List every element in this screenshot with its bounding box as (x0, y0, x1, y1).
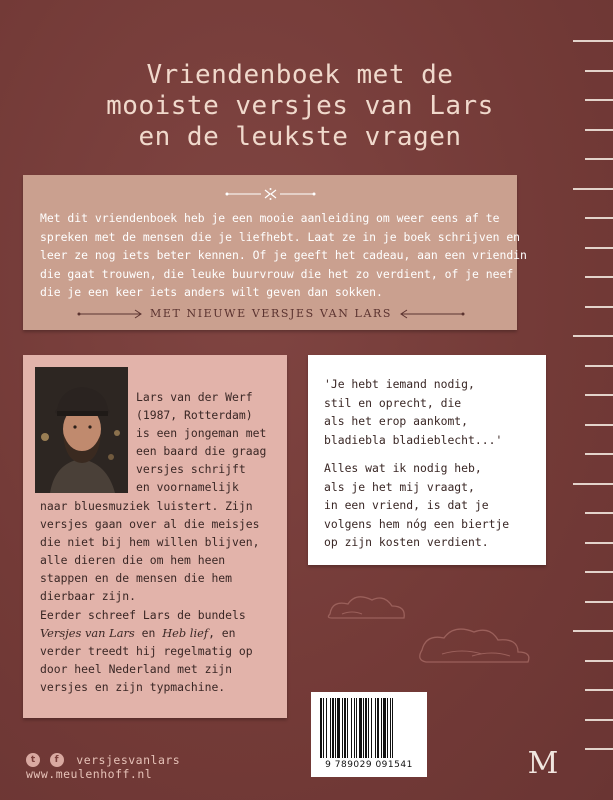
ruler-tick (585, 99, 613, 101)
ruler-tick (585, 542, 613, 544)
ruler-tick (585, 158, 613, 160)
barcode-bar (330, 698, 331, 758)
barcode-bar (383, 698, 386, 758)
facebook-icon[interactable]: f (50, 753, 64, 767)
ruler-tick (585, 217, 613, 219)
ruler-tick (573, 483, 613, 485)
ruler-tick (585, 70, 613, 72)
ruler-tick (585, 424, 613, 426)
bio-line: Eerder schreef Lars de bundels (40, 608, 246, 622)
ruler-tick (585, 247, 613, 249)
barcode-icon (318, 698, 420, 758)
barcode-bar (323, 698, 324, 758)
ruler-tick (585, 748, 613, 750)
barcode-bar (359, 698, 362, 758)
social-handle[interactable]: versjesvanlars (76, 752, 181, 767)
bio-connector: en (134, 626, 163, 640)
website-link[interactable]: www.meulenhoff.nl (26, 767, 153, 781)
ruler-tick (585, 660, 613, 662)
barcode-bar (354, 698, 355, 758)
quote-card (308, 355, 546, 565)
barcode-bar (375, 698, 376, 758)
headline-line: Vriendenboek met de (146, 60, 454, 90)
twitter-icon[interactable]: t (26, 753, 40, 767)
ruler-tick (585, 129, 613, 131)
bio-line: door heel Nederland met zijn (40, 662, 233, 676)
ruler-tick (585, 512, 613, 514)
barcode-bar (368, 698, 369, 758)
quote-line: in een vriend, is dat je (324, 498, 489, 512)
barcode-bar (387, 698, 388, 758)
barcode-bar (320, 698, 322, 758)
quote-line: stil en oprecht, die (324, 395, 462, 410)
quote-line: als je het mij vraagt, (324, 479, 475, 494)
bio-line: stappen en de mensen die hem (40, 571, 233, 585)
intro-line: die gaat trouwen, die leuke buurvrouw die het zo verdient, of je neef (40, 266, 514, 281)
bio-line: versjes schrijft (136, 462, 246, 476)
ruler-tick (573, 335, 613, 337)
barcode-bar (392, 698, 393, 758)
tagline-ornament (75, 306, 467, 322)
quote-line: volgens hem nóg een biertje (324, 516, 510, 531)
bio-line: verder treedt hij regelmatig op (40, 644, 253, 658)
barcode-bar (332, 698, 334, 758)
barcode-bar (356, 698, 357, 758)
barcode-bar (326, 698, 327, 758)
ruler-tick (573, 630, 613, 632)
barcode-bar (390, 698, 391, 758)
barcode-bar (342, 698, 343, 758)
barcode-bar (363, 698, 364, 758)
bio-line: die niet bij hem willen blijven, (40, 535, 260, 549)
intro-line: Met dit vriendenboek heb je een mooie aanleiding om weer eens af te (40, 211, 500, 225)
headline (70, 60, 530, 153)
book-title: Versjes van Lars (40, 626, 135, 640)
publisher-logo (526, 745, 560, 779)
ruler-tick (585, 571, 613, 573)
quote-line: 'Je hebt iemand nodig, (324, 377, 475, 391)
bio-line: is een jongeman met (136, 426, 267, 440)
quote-line: op zijn kosten verdient. (324, 535, 489, 549)
quote-line: Alles wat ik nodig heb, (324, 461, 482, 475)
ruler-tick (585, 365, 613, 367)
bio-line: en voornamelijk (136, 480, 239, 494)
intro-line: spreken met de mensen die je liefhebt. Laat ze in je boek schrijven en (40, 229, 521, 244)
barcode-bar (335, 698, 336, 758)
quote-line: bladiebla bladieblecht...' (324, 432, 503, 447)
barcode-bar (377, 698, 379, 758)
clouds-icon (322, 590, 552, 670)
headline-line: mooiste versjes van Lars (106, 91, 494, 121)
barcode-bar (347, 698, 348, 758)
isbn-number: 9 789029 091541 (325, 760, 413, 770)
bio-line: dierbaar zijn. (40, 589, 137, 603)
intro-text (40, 209, 527, 302)
ruler-tick (585, 306, 613, 308)
intro-line: die je een keer iets anders wilt geven dan sokken. (40, 285, 383, 299)
author-bio-card (23, 355, 287, 718)
quote-text (324, 375, 539, 552)
barcode-box (311, 692, 427, 777)
bio-line: alle dieren die om hem heen (40, 553, 226, 567)
ruler-tick (573, 188, 613, 190)
bio-line: (1987, Rotterdam) (136, 408, 253, 422)
ruler-tick (585, 453, 613, 455)
bio-line: naar bluesmuziek luistert. Zijn (40, 499, 253, 513)
barcode-bar (337, 698, 340, 758)
headline-line: en de leukste vragen (138, 122, 462, 152)
bio-line: versjes gaan over al die meisjes (40, 517, 260, 531)
ruler-tick (573, 40, 613, 42)
barcode-bar (371, 698, 372, 758)
barcode-bar (365, 698, 367, 758)
barcode-bar (381, 698, 382, 758)
intro-card (23, 175, 527, 330)
bio-tail: , en (208, 626, 236, 640)
ruler-ticks (573, 40, 613, 760)
bio-books-line (40, 624, 236, 642)
bio-text (23, 355, 287, 718)
social-links (26, 749, 180, 765)
tagline: MET NIEUWE VERSJES VAN LARS (149, 307, 393, 320)
bio-line: een baard die graag (136, 444, 267, 458)
barcode-bar (344, 698, 346, 758)
publisher-logo-letter: M (527, 746, 559, 779)
ornament-divider-icon (223, 187, 318, 201)
ruler-tick (585, 719, 613, 721)
ruler-tick (585, 689, 613, 691)
bio-line: Lars van der Werf (136, 390, 253, 404)
quote-line: als het erop aankomt, (324, 414, 469, 428)
ruler-tick (585, 394, 613, 396)
ruler-tick (585, 276, 613, 278)
bio-line: versjes en zijn typmachine. (40, 680, 226, 694)
barcode-bar (351, 698, 352, 758)
ruler-tick (585, 601, 613, 603)
book-title: Heb lief (162, 626, 209, 640)
intro-line: leer ze nog iets beter kennen. Of je geeft het cadeau, aan een vriendin (40, 248, 527, 262)
